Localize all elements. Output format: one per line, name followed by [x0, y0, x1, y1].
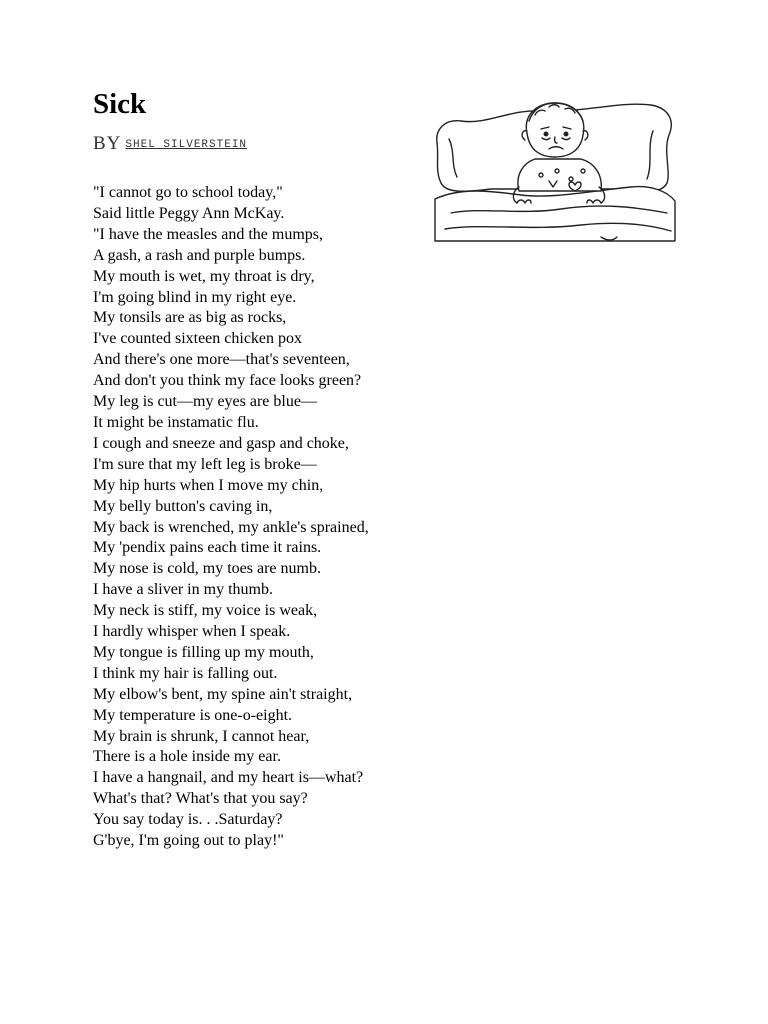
poem-line: What's that? What's that you say? — [93, 790, 308, 808]
poem-line: I have a sliver in my thumb. — [93, 581, 273, 599]
poem-line: I'm sure that my left leg is broke— — [93, 455, 317, 473]
poem-line: It might be instamatic flu. — [93, 413, 259, 431]
sick-child-illustration — [431, 91, 676, 244]
by-label: BY — [93, 133, 122, 154]
poem-line: G'bye, I'm going out to play!" — [93, 832, 284, 850]
poem-line: I hardly whisper when I speak. — [93, 623, 291, 641]
poem-line: My brain is shrunk, I cannot hear, — [93, 727, 310, 745]
author-link[interactable]: SHEL SILVERSTEIN — [125, 139, 248, 151]
poem-line: There is a hole inside my ear. — [93, 748, 281, 766]
poem-line: My tonsils are as big as rocks, — [93, 309, 287, 327]
poem-line: My belly button's caving in, — [93, 497, 273, 515]
poem-line: My back is wrenched, my ankle's sprained, — [93, 518, 369, 536]
poem-line: Said little Peggy Ann McKay. — [93, 204, 285, 222]
poem-line: I think my hair is falling out. — [93, 664, 278, 682]
poem-line: And there's one more—that's seventeen, — [93, 351, 350, 369]
poem-line: My 'pendix pains each time it rains. — [93, 539, 322, 557]
poem-line: You say today is. . .Saturday? — [93, 811, 283, 829]
poem-body — [93, 183, 369, 852]
poem-line: "I have the measles and the mumps, — [93, 225, 324, 243]
poem-line: My neck is stiff, my voice is weak, — [93, 602, 318, 620]
poem-line: My leg is cut—my eyes are blue— — [93, 393, 317, 411]
poem-line: "I cannot go to school today," — [93, 184, 283, 201]
poem-line: A gash, a rash and purple bumps. — [93, 246, 306, 264]
poem-line: My tongue is filling up my mouth, — [93, 643, 314, 661]
poem-line: I'm going blind in my right eye. — [93, 288, 297, 306]
poem-line: My temperature is one-o-eight. — [93, 706, 293, 724]
poem-line: And don't you think my face looks green? — [93, 372, 362, 390]
poem-line: My nose is cold, my toes are numb. — [93, 560, 321, 578]
poem-title: Sick — [93, 88, 147, 120]
poem-line: I cough and sneeze and gasp and choke, — [93, 434, 349, 452]
poem-line: My hip hurts when I move my chin, — [93, 476, 324, 494]
poem-line: I have a hangnail, and my heart is—what? — [93, 769, 364, 787]
byline — [93, 132, 247, 157]
poem-line: I've counted sixteen chicken pox — [93, 330, 303, 348]
poem-line: My elbow's bent, my spine ain't straight, — [93, 685, 353, 703]
poem-line: My mouth is wet, my throat is dry, — [93, 267, 315, 285]
